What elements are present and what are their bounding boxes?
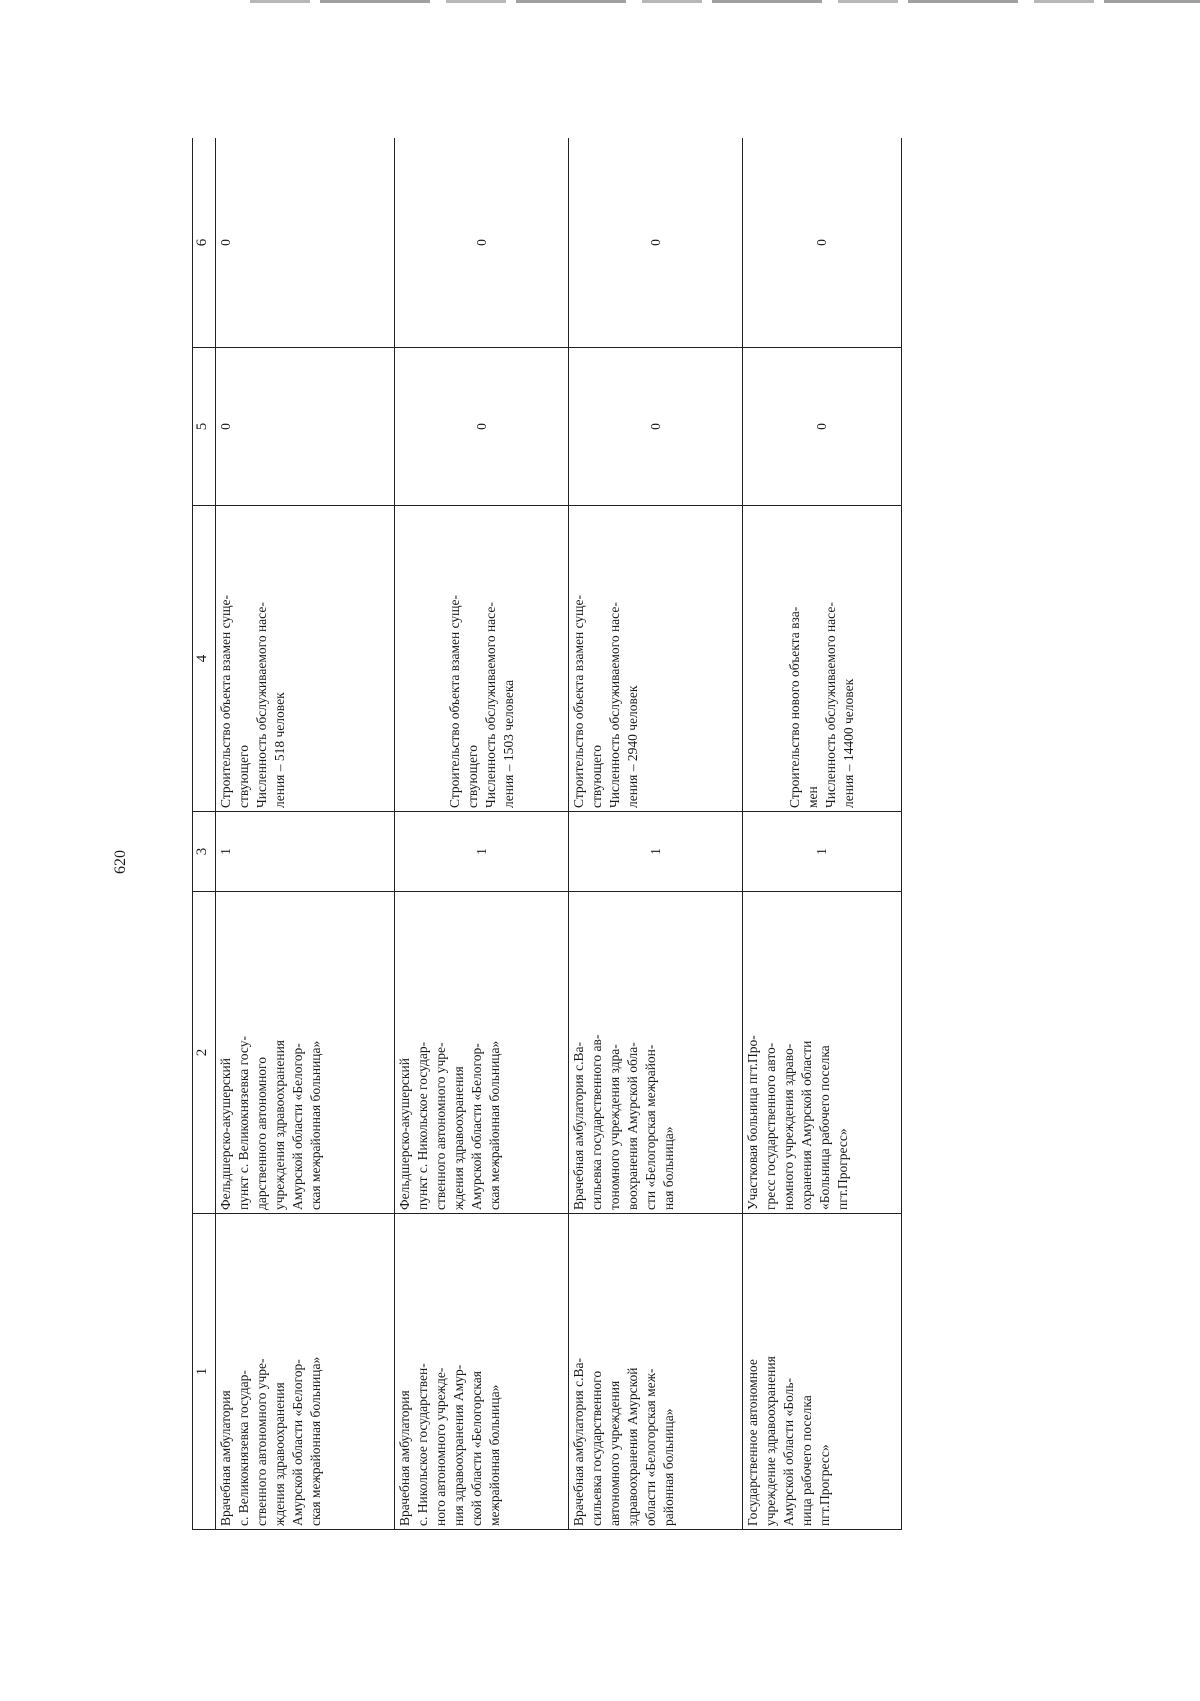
facilities-table (192, 138, 902, 1530)
planned-facility-cell (395, 892, 569, 1214)
text-line: ствующего (589, 745, 605, 808)
count-cell: 1 (743, 812, 902, 892)
header-cell: 4 (193, 506, 216, 812)
planned-facility-cell (743, 892, 902, 1214)
planned-facility-cell (216, 892, 395, 1214)
text-line: мен (805, 786, 821, 808)
description-cell (216, 506, 395, 812)
table-container (192, 138, 902, 1530)
header-cell: 6 (193, 138, 216, 348)
text-line: пункт с. Никольское государ- (415, 1041, 431, 1210)
count-cell: 1 (395, 812, 569, 892)
text-line: Строительство объекта взамен суще- (218, 594, 233, 808)
text-line: Государственное автономное (745, 1359, 761, 1526)
text-line: номного учреждения здраво- (781, 1043, 797, 1210)
value-cell-5: 0 (569, 348, 743, 506)
text-line: Врачебная амбулатория с.Ва- (571, 1358, 587, 1526)
text-line: тономного учреждения здра- (607, 1044, 623, 1210)
text-line: учреждения здравоохранения (272, 1039, 287, 1210)
text-line: пгт.Прогресс» (817, 1444, 833, 1526)
text-line: гресс государственного авто- (763, 1042, 779, 1210)
existing-facility-cell (569, 1214, 743, 1530)
text-line: ствующего (236, 745, 251, 808)
text-line: Фельдшерско-акушерский (397, 1058, 413, 1210)
text-line: автономного учреждения (607, 1380, 623, 1526)
text-line: ная больница» (661, 1126, 677, 1210)
text-line: Фельдшерско-акушерский (218, 1058, 233, 1210)
text-line: Строительство объекта взамен суще- (446, 594, 462, 808)
existing-facility-cell (395, 1214, 569, 1530)
value-cell-6: 0 (216, 138, 395, 348)
text-line: Строительство нового объекта вза- (787, 606, 803, 808)
text-line: с. Никольское государствен- (415, 1363, 431, 1526)
text-line: Участковая больница пгт.Про- (745, 1035, 761, 1210)
text-line: ская межрайонная больница» (308, 1040, 323, 1210)
table-row (743, 138, 902, 1530)
page-number: 620 (112, 850, 129, 874)
text-line: воохранения Амурской обла- (625, 1042, 641, 1210)
description-cell (743, 506, 902, 812)
planned-facility-cell (569, 892, 743, 1214)
text-line: охранения Амурской области (799, 1040, 815, 1210)
text-line: межрайонная больница» (487, 1384, 503, 1526)
text-line: пгт.Прогресс» (835, 1128, 851, 1210)
text-line: Амурской области «Белогор- (469, 1043, 485, 1210)
text-line: Амурской области «Белогор- (290, 1043, 305, 1210)
text-line: Численность обслуживаемого насе- (482, 602, 498, 808)
text-line: ния здравоохранения Амур- (451, 1364, 467, 1526)
text-line: Амурской области «Белогор- (290, 1359, 305, 1526)
header-cell: 5 (193, 348, 216, 506)
table-row (395, 138, 569, 1530)
text-line: пункт с. Великокнязевка госу- (236, 1036, 251, 1210)
header-cell: 1 (193, 1214, 216, 1530)
text-line: Врачебная амбулатория с.Ва- (571, 1042, 587, 1210)
text-line: Амурской области «Боль- (781, 1378, 797, 1526)
header-cell: 3 (193, 812, 216, 892)
text-line: «Больница рабочего поселка (817, 1045, 833, 1210)
text-line: дарственного автономного (254, 1056, 269, 1210)
text-line: ного автономного учрежде- (433, 1367, 449, 1526)
text-line: здравоохранения Амурской (625, 1367, 641, 1526)
text-line: районная больница» (661, 1408, 677, 1526)
table-row (569, 138, 743, 1530)
text-line: сти «Белогорская межрайон- (643, 1044, 659, 1210)
text-line: Строительство объекта взамен суще- (571, 594, 587, 808)
text-line: ская межрайонная больница» (487, 1040, 503, 1210)
text-line: Численность обслуживаемого насе- (823, 602, 839, 808)
text-line: ской области «Белогорская (469, 1371, 485, 1526)
table-row (216, 138, 395, 1530)
text-line: с. Великокнязевка государ- (236, 1370, 251, 1526)
existing-facility-cell (216, 1214, 395, 1530)
text-line: Численность обслуживаемого насе- (607, 602, 623, 808)
count-cell: 1 (216, 812, 395, 892)
text-line: ждения здравоохранения (272, 1382, 287, 1526)
text-line: ственного автономного учре- (254, 1358, 269, 1526)
description-cell (569, 506, 743, 812)
text-line: Врачебная амбулатория (397, 1390, 413, 1526)
text-line: ская межрайонная больница» (308, 1356, 323, 1526)
text-line: Врачебная амбулатория (218, 1390, 233, 1526)
text-line: сильевка государственного ав- (589, 1034, 605, 1210)
value-cell-5: 0 (743, 348, 902, 506)
text-line: ления – 518 человек (272, 692, 287, 808)
value-cell-6: 0 (569, 138, 743, 348)
value-cell-5: 0 (216, 348, 395, 506)
text-line: ления – 14400 человек (841, 678, 857, 808)
header-row (193, 138, 216, 1530)
header-cell: 2 (193, 892, 216, 1214)
text-line: сильевка государственного (589, 1370, 605, 1526)
text-line: ственного автономного учре- (433, 1042, 449, 1210)
value-cell-5: 0 (395, 348, 569, 506)
text-line: ница рабочего поселка (799, 1395, 815, 1526)
value-cell-6: 0 (395, 138, 569, 348)
text-line: ствующего (464, 745, 480, 808)
value-cell-6: 0 (743, 138, 902, 348)
text-line: ления – 2940 человек (625, 685, 641, 808)
description-cell (395, 506, 569, 812)
scan-edge-artifact (250, 0, 1200, 3)
text-line: Численность обслуживаемого насе- (254, 602, 269, 808)
existing-facility-cell (743, 1214, 902, 1530)
text-line: ждения здравоохранения (451, 1066, 467, 1210)
text-line: ления – 1503 человека (500, 679, 516, 808)
count-cell: 1 (569, 812, 743, 892)
text-line: учреждение здравоохранения (763, 1356, 779, 1526)
text-line: области «Белогорская меж- (643, 1368, 659, 1526)
